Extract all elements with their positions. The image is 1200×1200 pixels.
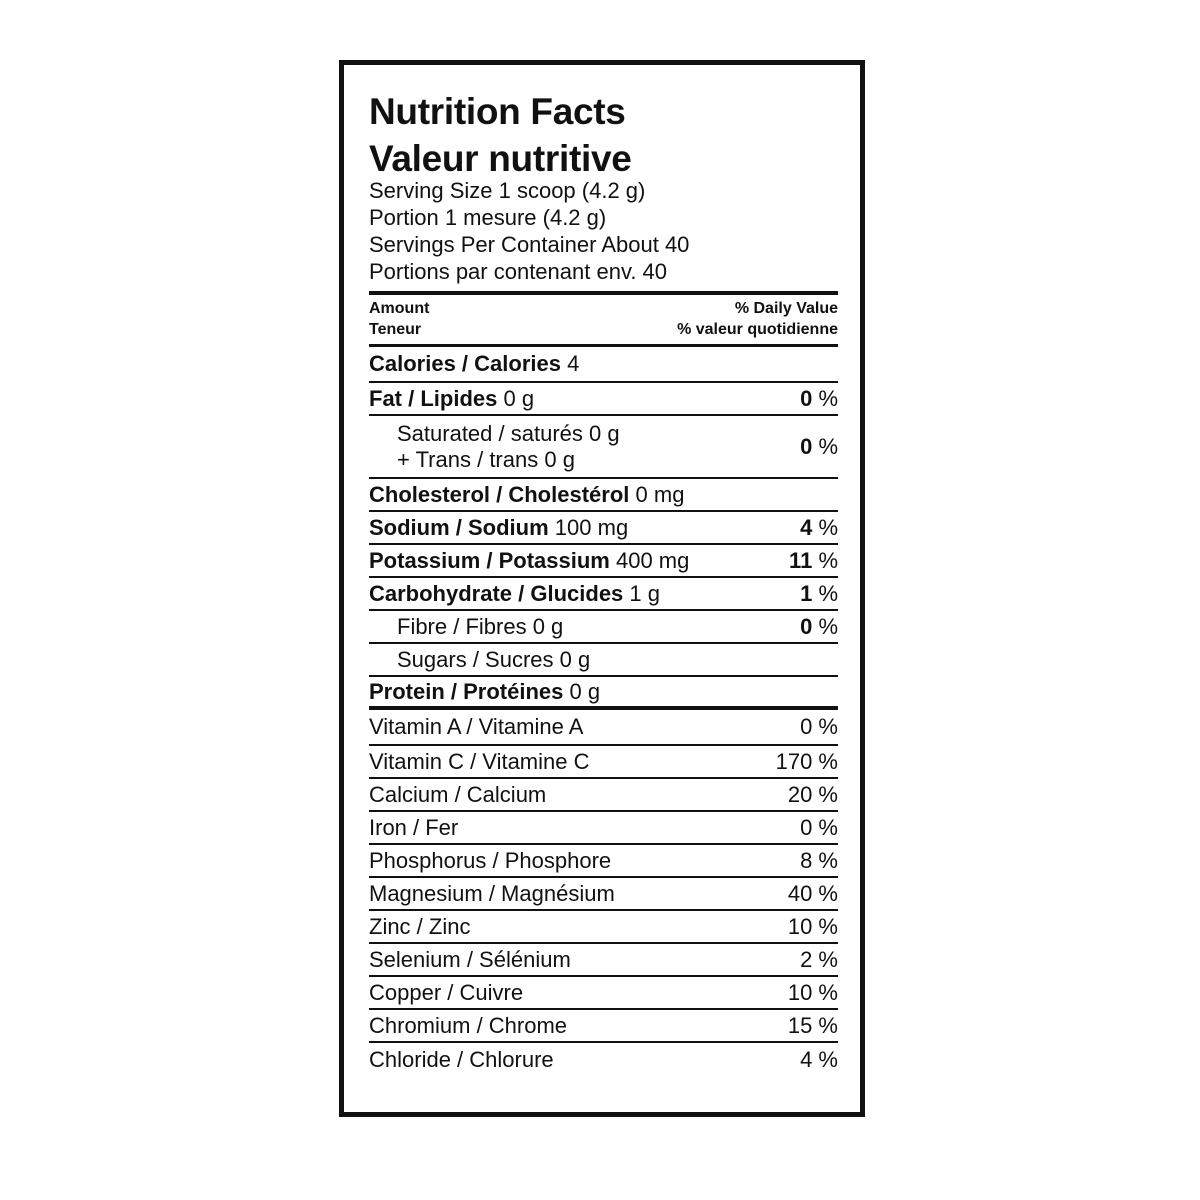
vitamin-dv: 2 %: [800, 946, 838, 972]
amount-header: [369, 298, 429, 340]
vitamin-dv: 10 %: [787, 913, 838, 939]
calories-value: 4: [567, 351, 580, 376]
vitamin-row-chloride: [369, 1043, 838, 1076]
potassium-dv: 11: [789, 547, 813, 573]
vitamin-label: Vitamin C / Vitamine C: [369, 748, 590, 774]
cholesterol-row: [369, 479, 838, 512]
vitamin-row-zinc: [369, 911, 838, 944]
vitamin-label: Copper / Cuivre: [369, 979, 524, 1005]
potassium-label: Potassium / Potassium: [369, 547, 610, 573]
nutrition-label: [339, 60, 865, 1117]
vitamin-dv: 4 %: [800, 1046, 838, 1072]
vitamin-label: Calcium / Calcium: [369, 781, 547, 807]
sodium-row: [369, 512, 838, 545]
vitamin-row-chromium: [369, 1010, 838, 1043]
amount-header-fr: Teneur: [369, 321, 422, 338]
servings-per-container-en: Servings Per Container About 40: [369, 232, 690, 257]
sodium-amount: 100 mg: [554, 514, 629, 540]
carbohydrate-dv: 1: [800, 580, 813, 606]
potassium-row: [369, 545, 838, 578]
fat-dv: 0: [800, 385, 813, 411]
vitamin-dv: 40 %: [787, 880, 838, 906]
daily-value-header: [677, 298, 838, 340]
vitamin-row-calcium: [369, 779, 838, 812]
serving-info: [369, 177, 838, 285]
vitamin-label: Zinc / Zinc: [369, 913, 471, 939]
title-english: Nutrition Facts: [369, 91, 626, 132]
fat-row: [369, 383, 838, 416]
serving-size-en: Serving Size 1 scoop (4.2 g): [369, 178, 646, 203]
fat-label: Fat / Lipides: [369, 385, 498, 411]
vitamins-minerals-list: [369, 710, 838, 1076]
vitamin-label: Chromium / Chrome: [369, 1012, 568, 1038]
column-header: [369, 295, 838, 344]
sodium-dv: 4: [800, 514, 813, 540]
vitamin-dv: 0 %: [800, 814, 838, 840]
saturated-label: Saturated / saturés 0 g: [397, 420, 620, 446]
vitamin-label: Iron / Fer: [369, 814, 459, 840]
protein-row: [369, 677, 838, 710]
saturated-trans-row: [369, 416, 838, 479]
potassium-dv-unit: %: [818, 547, 838, 573]
vitamin-row-iron: [369, 812, 838, 845]
daily-value-header-en: % Daily Value: [734, 300, 838, 317]
title-french: Valeur nutritive: [369, 138, 632, 179]
fibre-row: [369, 611, 838, 644]
protein-amount: 0 g: [569, 678, 601, 704]
vitamin-label: Magnesium / Magnésium: [369, 880, 615, 906]
vitamin-label: Vitamin A / Vitamine A: [369, 714, 584, 739]
protein-label: Protein / Protéines: [369, 678, 564, 704]
vitamin-label: Chloride / Chlorure: [369, 1046, 554, 1072]
carbohydrate-amount: 1 g: [629, 580, 661, 606]
carbohydrate-dv-unit: %: [818, 580, 838, 606]
fat-dv-unit: %: [818, 385, 838, 411]
saturated-dv-unit: %: [818, 433, 838, 459]
vitamin-row-selenium: [369, 944, 838, 977]
sugars-label: Sugars / Sucres 0 g: [397, 646, 591, 672]
vitamin-row-magnesium: [369, 878, 838, 911]
vitamin-dv: 10 %: [787, 979, 838, 1005]
cholesterol-amount: 0 mg: [635, 481, 685, 507]
servings-per-container-fr: Portions par contenant env. 40: [369, 259, 668, 284]
fibre-dv: 0: [800, 613, 813, 639]
vitamin-row-vitamin-c: [369, 746, 838, 779]
nutrition-label-content: [369, 88, 838, 1076]
vitamin-dv: 20 %: [787, 781, 838, 807]
vitamin-row-vitamin-a: [369, 710, 838, 746]
vitamin-label: Selenium / Sélénium: [369, 946, 571, 972]
carbohydrate-row: [369, 578, 838, 611]
sugars-row: [369, 644, 838, 677]
potassium-amount: 400 mg: [615, 547, 690, 573]
fat-amount: 0 g: [503, 385, 535, 411]
calories-row: [369, 347, 838, 383]
carbohydrate-label: Carbohydrate / Glucides: [369, 580, 624, 606]
saturated-dv: 0: [800, 433, 813, 459]
vitamin-dv: 15 %: [787, 1012, 838, 1038]
cholesterol-label: Cholesterol / Cholestérol: [369, 481, 630, 507]
vitamin-dv: 0 %: [800, 714, 838, 739]
fibre-label: Fibre / Fibres 0 g: [397, 613, 564, 639]
fibre-dv-unit: %: [818, 613, 838, 639]
trans-label: + Trans / trans 0 g: [397, 446, 575, 472]
vitamin-dv: 8 %: [800, 847, 838, 873]
serving-size-fr: Portion 1 mesure (4.2 g): [369, 205, 607, 230]
vitamin-row-phosphorus: [369, 845, 838, 878]
daily-value-header-fr: % valeur quotidienne: [677, 321, 838, 338]
vitamin-label: Phosphorus / Phosphore: [369, 847, 612, 873]
sodium-label: Sodium / Sodium: [369, 514, 549, 540]
sodium-dv-unit: %: [818, 514, 838, 540]
amount-header-en: Amount: [369, 300, 430, 317]
vitamin-dv: 170 %: [775, 748, 838, 774]
vitamin-row-copper: [369, 977, 838, 1010]
calories-label: Calories / Calories: [369, 351, 561, 376]
